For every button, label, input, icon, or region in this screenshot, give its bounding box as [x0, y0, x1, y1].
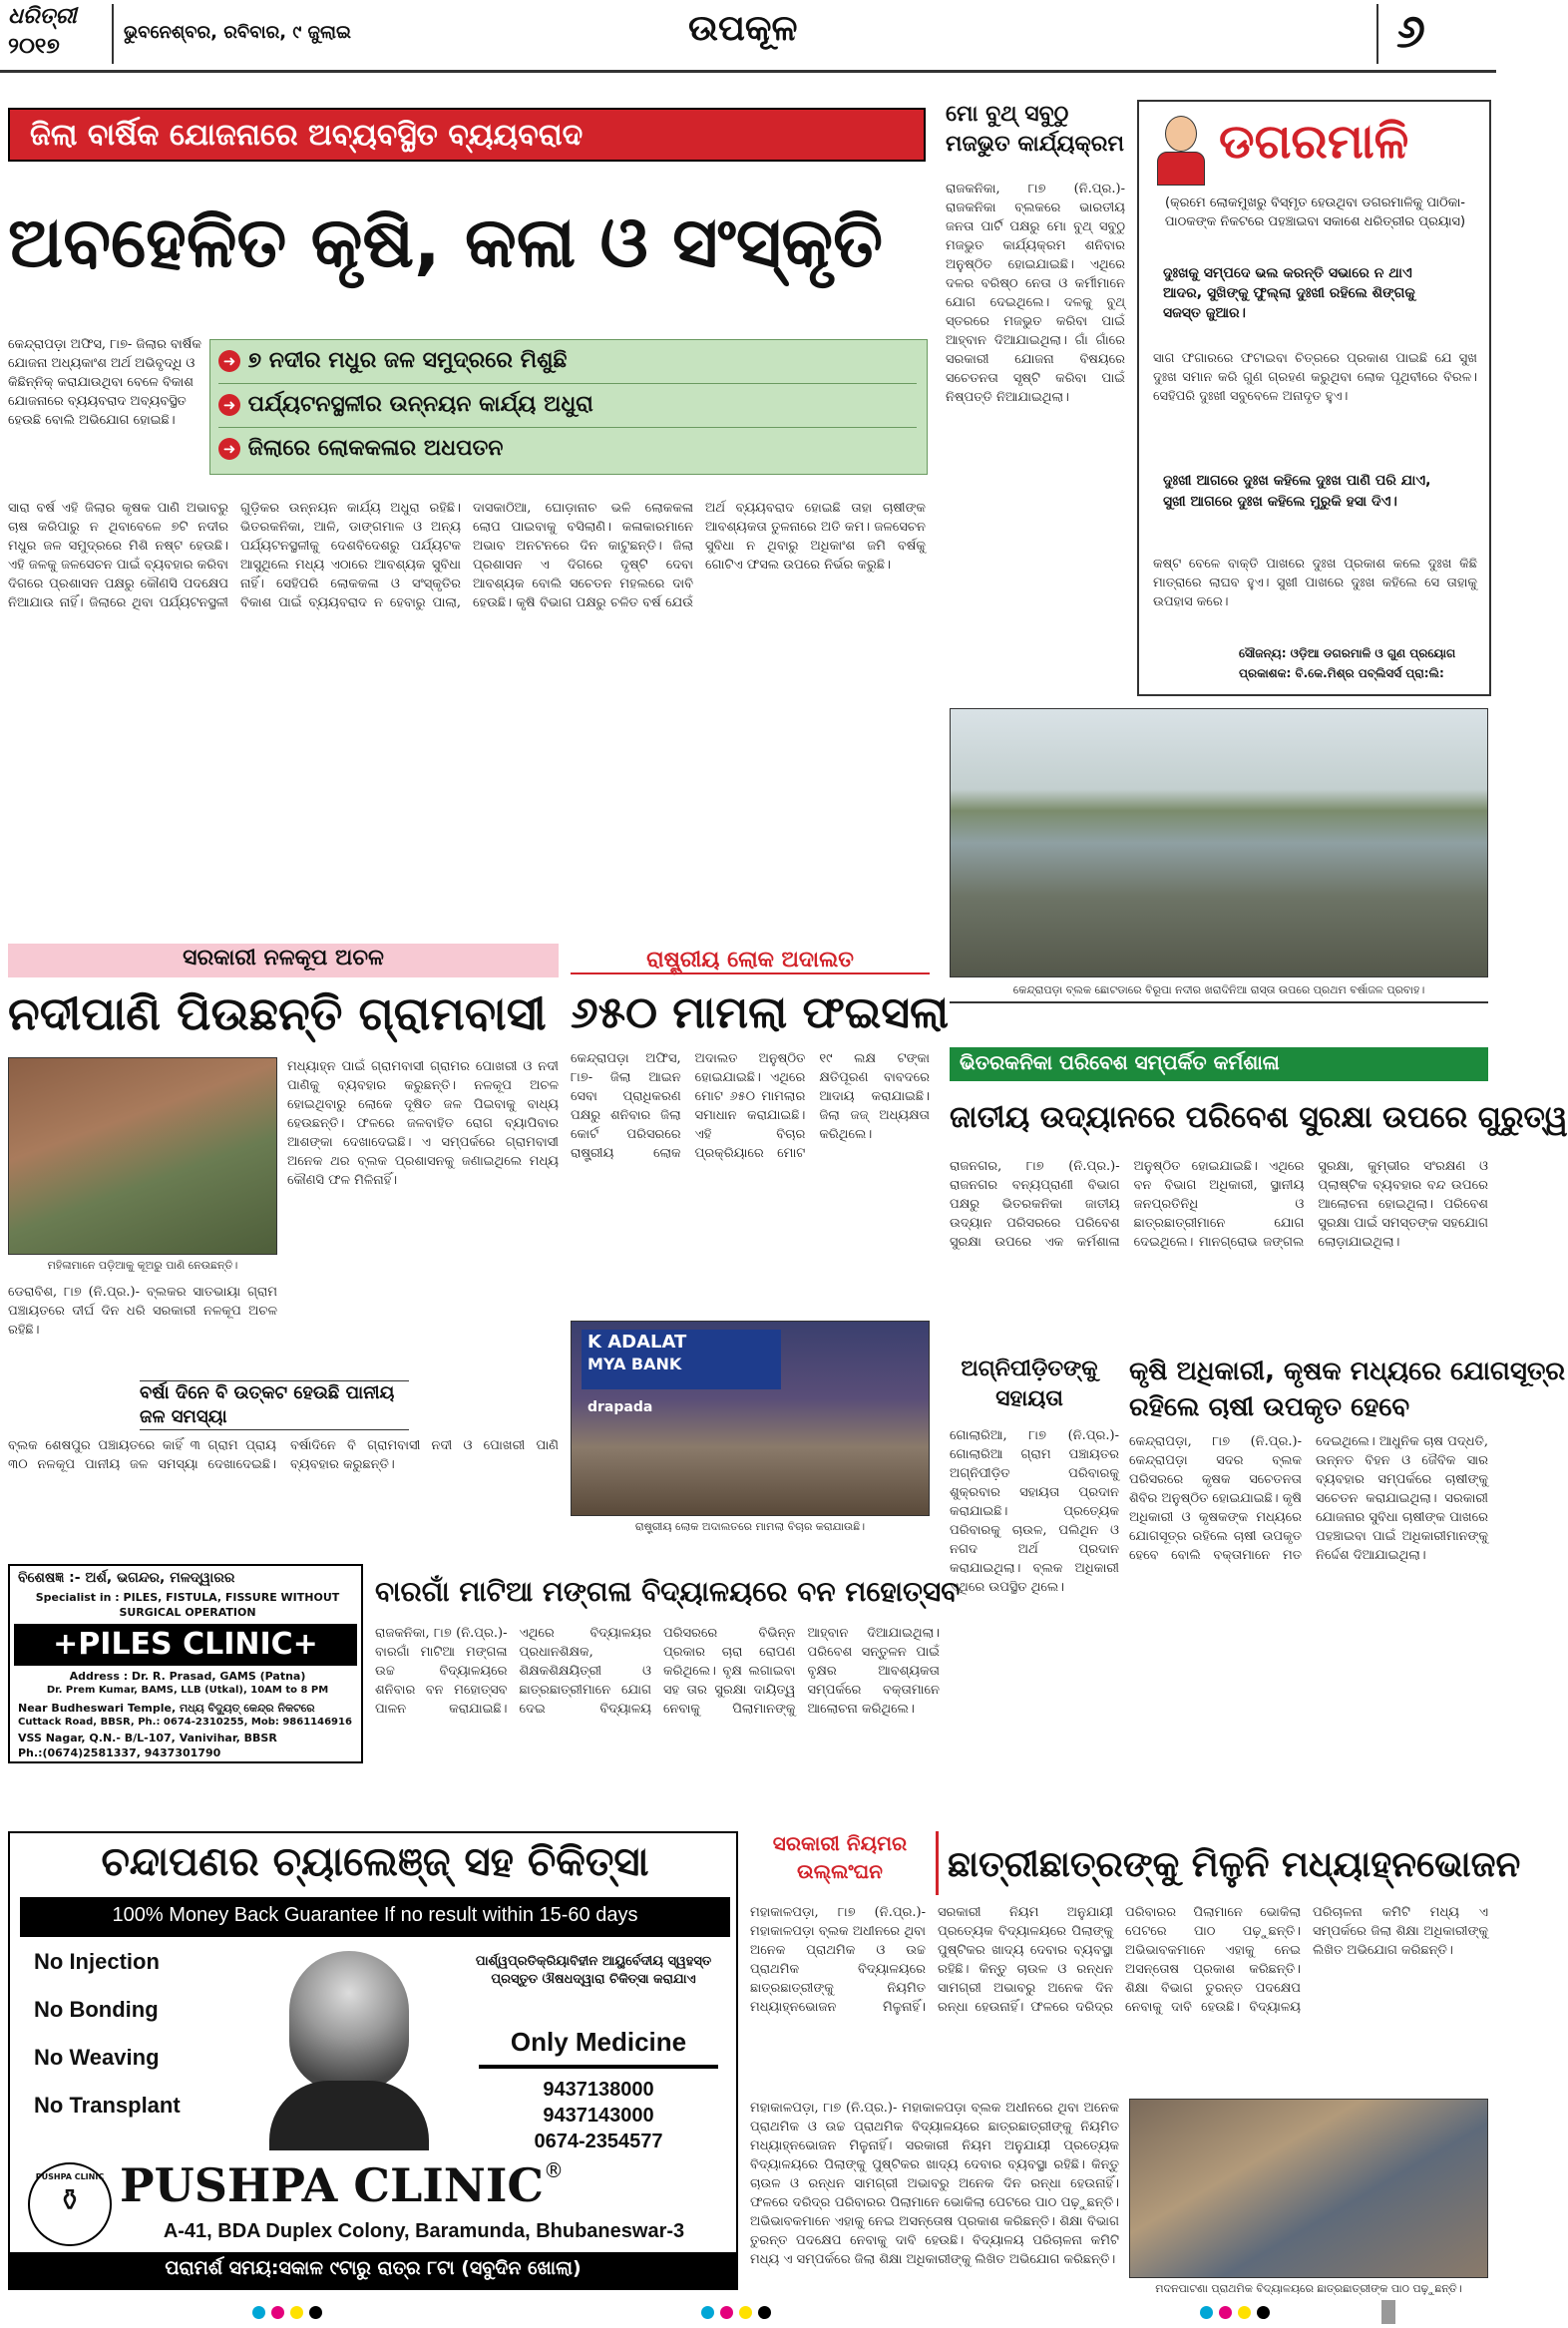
tube-subhead: ବର୍ଷା ଦିନେ ବି ଉତ୍କଟ ହେଉଛି ପାନୀୟ ଜଳ ସମସ୍ୟା [140, 1380, 409, 1430]
pushpa-address: A-41, BDA Duplex Colony, Baramunda, Bhubaneswar-3 [163, 2220, 685, 2242]
registered-mark: ® [543, 2158, 564, 2182]
piles-address-5: VSS Nagar, Q.N.- B/L-107, Vanivihar, BBSR [18, 1732, 277, 1745]
booth-body: ରାଜକନିକା, ୮ା୭ (ନି.ପ୍ର.)- ରାଜକନିକା ବ୍ଲକରେ ଭାରତୀୟ ଜନତା ପାର୍ଟି ପକ୍ଷରୁ ମୋ ବୁଥ୍ ସବୁଠୁ ମଜଭୁତ କାର୍ଯ୍ୟକ୍ରମ ଶନିବାର ଅନୁଷ୍ଠିତ ହୋଇଯାଇଛି। ଏଥିରେ ଦଳର ବରିଷ୍ଠ ନେତା ଓ କର୍ମୀମାନେ ଯୋଗ ଦେଇଥିଲେ। ଦଳକୁ ବୁଥ୍ ସ୍ତରରେ ମଜଭୁତ କରିବା ପାଇଁ ଆହ୍ବାନ ଦିଆଯାଇଥିଲା। ଗାଁ ଗାଁରେ ସରକାରୀ ଯୋଜନା ବିଷୟରେ ସଚେତନତା ସୃଷ୍ଟି କରିବା ପାଇଁ ନିଷ୍ପତ୍ତି ନିଆଯାଇଥିଲା। [946, 182, 1125, 405]
bitarkanika-body: ରାଜନଗର, ୮ା୭ (ନି.ପ୍ର.)- ରାଜନଗର ବନ୍ୟପ୍ରାଣୀ ବିଭାଗ ପକ୍ଷରୁ ଭିତରକନିକା ଜାତୀୟ ଉଦ୍ୟାନ ପରିସରରେ ପରିବେଶ ସୁରକ୍ଷା ଉପରେ ଏକ କର୍ମଶାଳା ଅନୁଷ୍ଠିତ ହୋଇଯାଇଛି। ଏଥିରେ ବନ ବିଭାଗ ଅଧିକାରୀ, ସ୍ଥାନୀୟ ଜନପ୍ରତିନିଧି ଓ ଛାତ୍ରଛାତ୍ରୀମାନେ ଯୋଗ ଦେଇଥିଲେ। ମାନଗ୍ରୋଭ ଜଙ୍ଗଲ ସୁରକ୍ଷା, କୁମ୍ଭୀର ସଂରକ୍ଷଣ ଓ ପ୍ଲାଷ୍ଟିକ ବ୍ୟବହାର ବନ୍ଦ ଉପରେ ଆଲୋଚନା ହୋଇଥିଲା। ପରିବେଶ ସୁରକ୍ଷା ପାଇଁ ସମସ୍ତଙ୍କ ସହଯୋଗ ଲୋଡ଼ାଯାଇଥିଲା। [950, 1159, 1488, 1250]
lead-bullet-1 [218, 348, 917, 384]
registration-marks-center [698, 2304, 818, 2324]
page-number: ୬ [1396, 4, 1425, 58]
fire-headline: ଅଗ୍ନିପୀଡ଼ିତଙ୍କୁ ସହାୟତା [961, 1357, 1098, 1411]
lokadalat-kicker: ରାଷ୍ଟ୍ରୀୟ ଲୋକ ଅଦାଲତ [571, 948, 930, 974]
pushpa-name-text: PUSHPA CLINIC [120, 2158, 544, 2212]
dagamali-verse-2: ଦୁଃଖୀ ଆଗରେ ଦୁଃଖ କହିଲେ ଦୁଃଖ ପାଣି ପରି ଯାଏ, ସୁଖୀ ଆଗରେ ଦୁଃଖ କହିଲେ ମୁରୁକି ହସା ଦିଏ। [1163, 473, 1431, 510]
arrow-icon: ➜ [218, 350, 240, 372]
tube-kicker-band [8, 944, 559, 977]
section-name: ଉପକୂଳ [688, 8, 798, 49]
piles-address-1: Address : Dr. R. Prasad, GAMS (Patna) [69, 1670, 306, 1683]
midday-body-lower: ମହାକାଳପଡ଼ା, ୮ା୭ (ନି.ପ୍ର.)- ମହାକାଳପଡ଼ା ବ୍ଲକ ଅଧୀନରେ ଥିବା ଅନେକ ପ୍ରାଥମିକ ଓ ଉଚ୍ଚ ପ୍ରାଥମିକ ବିଦ୍ୟାଳୟରେ ଛାତ୍ରଛାତ୍ରୀଙ୍କୁ ନିୟମିତ ମଧ୍ୟାହ୍ନଭୋଜନ ମିଳୁନାହିଁ। ସରକାରୀ ନିୟମ ଅନୁଯାୟୀ ପ୍ରତ୍ୟେକ ବିଦ୍ୟାଳୟରେ ପିଲାଙ୍କୁ ପୁଷ୍ଟିକର ଖାଦ୍ୟ ଦେବାର ବ୍ୟବସ୍ଥା ରହିଛି। କିନ୍ତୁ ଚାଉଳ ଓ ରନ୍ଧନ ସାମଗ୍ରୀ ଅଭାବରୁ ଅନେକ ଦିନ ରନ୍ଧା ହେଉନାହିଁ। ଫଳରେ ଦରିଦ୍ର ପରିବାରର ପିଲାମାନେ ଭୋକିଲା ପେଟରେ ପାଠ ପଢ଼ୁଛନ୍ତି। ଅଭିଭାବକମାନେ ଏହାକୁ ନେଇ ଅସନ୍ତୋଷ ପ୍ରକାଶ କରିଛନ୍ତି। ଶିକ୍ଷା ବିଭାଗ ତୁରନ୍ତ ପଦକ୍ଷେପ ନେବାକୁ ଦାବି ହେଉଛି। ବିଦ୍ୟାଳୟ ପରିଚାଳନା କମିଟି ମଧ୍ୟ ଏ ସମ୍ପର୍କରେ ଜିଲା ଶିକ୍ଷା ଅଧିକାରୀଙ୍କୁ ଲିଖିତ ଅଭିଯୋଗ କରିଛନ୍ତି। [750, 2101, 1119, 2267]
tube-caption: ମହିଳାମାନେ ପଡ଼ିଆକୁ କୂଅରୁ ପାଣି ନେଉଛନ୍ତି। [47, 1259, 238, 1272]
pushpa-timing-band [10, 2252, 736, 2288]
lead-bullet-text: ପର୍ଯ୍ୟଟନସ୍ଥଳୀର ଉନ୍ନୟନ କାର୍ଯ୍ୟ ଅଧୁରା [247, 392, 593, 417]
piles-address-3: Near Budheswari Temple, ମଧ୍ୟ ବିଦ୍ୟୁତ୍ କେନ୍ଦ୍ର ନିକଟରେ [18, 1702, 315, 1715]
lokadalat-headline: ୬୫୦ ମାମଲା ଫଇସଲା [571, 987, 950, 1038]
pushpa-items [34, 1949, 233, 2140]
registration-marks-left [249, 2304, 369, 2324]
piles-name: +PILES CLINIC+ [14, 1624, 357, 1666]
lead-kicker-band [8, 108, 926, 162]
lead-bullet-text: ୭ ନଦୀର ମଧୁର ଜଳ ସମୁଦ୍ରରେ ମିଶୁଛି [247, 348, 568, 373]
pushpa-ad [8, 1831, 738, 2290]
bana-headline: ବାରଗାଁ ମାଟିଆ ମଙ୍ଗଳା ବିଦ୍ୟାଳୟରେ ବନ ମହୋତ୍ସବ [375, 1575, 961, 1608]
pushpa-timing: ପରାମର୍ଶ ସମୟ:ସକାଳ ୯ଟାରୁ ରାତ୍ର ୮ଟା (ସବୁଦିନ ଖୋଲା) [165, 2257, 582, 2279]
dagamali-verse-1: ଦୁଃଖକୁ ସମ୍ପଦେ ଭଲ କରନ୍ତି ସଭାରେ ନ ଥାଏ ଆଦର, ସୁଖିଙ୍କୁ ଫୁଲ୍ଲା ଦୁଃଖୀ ରହିଲେ ଶିଙ୍ଗକୁ ସଜସ୍ତ ଜୁଆର। [1163, 265, 1415, 321]
pushpa-item-1: No Injection [34, 1949, 160, 1974]
bitarkanika-kicker: ଭିତରକନିକା ପରିବେଶ ସମ୍ପର୍କିତ କର୍ମଶାଳା [960, 1050, 1280, 1074]
piles-ad [8, 1564, 363, 1763]
piles-specialist: Specialist in : PILES, FISTULA, FISSURE WITHOUT SURGICAL OPERATION [35, 1591, 340, 1619]
arrow-icon: ➜ [218, 438, 240, 460]
banner-text-1: K ADALAT [588, 1332, 687, 1353]
piles-address-6: Ph.:(0674)2581337, 9437301790 [18, 1746, 221, 1759]
midday-caption: ମଦନପାଟଣା ପ୍ରାଥମିକ ବିଦ୍ୟାଳୟରେ ଛାତ୍ରଛାତ୍ରୀଙ୍କ ପାଠ ପଢ଼ୁଛନ୍ତି। [1155, 2282, 1462, 2295]
lead-bullet-2 [218, 392, 917, 428]
agri-body: କେନ୍ଦ୍ରାପଡ଼ା, ୮ା୭ (ନି.ପ୍ର.)- କେନ୍ଦ୍ରାପଡ଼ା ସଦର ବ୍ଲକ ପରିସରରେ କୃଷକ ସଚେତନତା ଶିବିର ଅନୁଷ୍ଠିତ ହୋଇଯାଇଛି। କୃଷି ଅଧିକାରୀ ଓ କୃଷକଙ୍କ ମଧ୍ୟରେ ଯୋଗସୂତ୍ର ରହିଲେ ଚାଷୀ ଉପକୃତ ହେବେ ବୋଲି ବକ୍ତାମାନେ ମତ ଦେଇଥିଲେ। ଆଧୁନିକ ଚାଷ ପଦ୍ଧତି, ଉନ୍ନତ ବିହନ ଓ ଜୈବିକ ସାର ବ୍ୟବହାର ସମ୍ପର୍କରେ ଚାଷୀଙ୍କୁ ସଚେତନ କରାଯାଇଥିଲା। ସରକାରୀ ଯୋଜନାର ସୁବିଧା ଚାଷୀଙ୍କ ପାଖରେ ପହଞ୍ଚାଇବା ପାଇଁ ଅଧିକାରୀମାନଙ୍କୁ ନିର୍ଦ୍ଦେଶ ଦିଆଯାଇଥିଲା। [1129, 1434, 1488, 1563]
piles-top: ବିଶେଷଜ୍ଞ :- ଅର୍ଶ, ଭଗନ୍ଦର, ମଳଦ୍ୱାରର [18, 1570, 235, 1586]
pushpa-note: ପାର୍ଶ୍ୱପ୍ରତିକ୍ରିୟାବିହୀନ ଆୟୁର୍ବେଦୀୟ ସ୍ୱହସ୍ତ ପ୍ରସ୍ତୁତ ଔଷଧଦ୍ୱାରା ଚିକିତ୍ସା କରାଯାଏ [475, 1954, 712, 1987]
bitarkanika-headline: ଜାତୀୟ ଉଦ୍ୟାନରେ ପରିବେଶ ସୁରକ୍ଷା ଉପରେ ଗୁରୁତ୍ୱ [950, 1100, 1568, 1135]
tube-kicker: ସରକାରୀ ନଳକୂପ ଅଚଳ [183, 946, 384, 970]
midday-body: ମହାକାଳପଡ଼ା, ୮ା୭ (ନି.ପ୍ର.)- ମହାକାଳପଡ଼ା ବ୍ଲକ ଅଧୀନରେ ଥିବା ଅନେକ ପ୍ରାଥମିକ ଓ ଉଚ୍ଚ ପ୍ରାଥମିକ ବିଦ୍ୟାଳୟରେ ଛାତ୍ରଛାତ୍ରୀଙ୍କୁ ନିୟମିତ ମଧ୍ୟାହ୍ନଭୋଜନ ମିଳୁନାହିଁ। ସରକାରୀ ନିୟମ ଅନୁଯାୟୀ ପ୍ରତ୍ୟେକ ବିଦ୍ୟାଳୟରେ ପିଲାଙ୍କୁ ପୁଷ୍ଟିକର ଖାଦ୍ୟ ଦେବାର ବ୍ୟବସ୍ଥା ରହିଛି। କିନ୍ତୁ ଚାଉଳ ଓ ରନ୍ଧନ ସାମଗ୍ରୀ ଅଭାବରୁ ଅନେକ ଦିନ ରନ୍ଧା ହେଉନାହିଁ। ଫଳରେ ଦରିଦ୍ର ପରିବାରର ପିଲାମାନେ ଭୋକିଲା ପେଟରେ ପାଠ ପଢ଼ୁଛନ୍ତି। ଅଭିଭାବକମାନେ ଏହାକୁ ନେଇ ଅସନ୍ତୋଷ ପ୍ରକାଶ କରିଛନ୍ତି। ଶିକ୍ଷା ବିଭାଗ ତୁରନ୍ତ ପଦକ୍ଷେପ ନେବାକୁ ଦାବି ହେଉଛି। ବିଦ୍ୟାଳୟ ପରିଚାଳନା କମିଟି ମଧ୍ୟ ଏ ସମ୍ପର୍କରେ ଜିଲା ଶିକ୍ଷା ଅଧିକାରୀଙ୍କୁ ଲିଖିତ ଅଭିଯୋଗ କରିଛନ୍ତି। [750, 1905, 1488, 2015]
dagamali-box [1137, 100, 1491, 696]
arrow-icon: ➜ [218, 394, 240, 416]
pushpa-guarantee-band [20, 1897, 730, 1937]
masthead-rule [0, 70, 1496, 73]
bridge-caption: କେନ୍ଦ୍ରାପଡ଼ା ବ୍ଲକ ଛୋଟଡାରେ ବିରୂପା ନଦୀର ଖରାଦିନିଆ ରାସ୍ତା ଉପରେ ପ୍ରଥମ ବର୍ଷାଜଳ ପ୍ରବାହ। [1012, 983, 1425, 996]
pushpa-item-2: No Bonding [34, 1997, 159, 2022]
pushpa-headline: ଚନ୍ଦାପଣର ଚ୍ୟାଲେଞ୍ଜ୍ ସହ ଚିକିତ୍ସା [101, 1839, 649, 1885]
pushpa-only: Only Medicine [510, 2027, 687, 2057]
pushpa-item-3: No Weaving [34, 2045, 160, 2070]
bana-body: ରାଜକନିକା, ୮ା୭ (ନି.ପ୍ର.)- ବାରଗାଁ ମାଟିଆ ମଙ୍ଗଳା ଉଚ୍ଚ ବିଦ୍ୟାଳୟରେ ଶନିବାର ବନ ମହୋତ୍ସବ ପାଳନ କରାଯାଇଛି। ଏଥିରେ ବିଦ୍ୟାଳୟର ପ୍ରଧାନଶିକ୍ଷକ, ଶିକ୍ଷକଶିକ୍ଷୟିତ୍ରୀ ଓ ଛାତ୍ରଛାତ୍ରୀମାନେ ଯୋଗ ଦେଇ ବିଦ୍ୟାଳୟ ପରିସରରେ ବିଭିନ୍ନ ପ୍ରକାର ଚାରା ରୋପଣ କରିଥିଲେ। ବୃକ୍ଷ ଲଗାଇବା ସହ ତାର ସୁରକ୍ଷା ଦାୟିତ୍ୱ ନେବାକୁ ପିଲାମାନଙ୍କୁ ଆହ୍ବାନ ଦିଆଯାଇଥିଲା। ପରିବେଶ ସନ୍ତୁଳନ ପାଇଁ ବୃକ୍ଷର ଆବଶ୍ୟକତା ସମ୍ପର୍କରେ ବକ୍ତାମାନେ ଆଲୋଚନା କରିଥିଲେ। [375, 1626, 940, 1717]
registration-marks-right [1197, 2304, 1317, 2324]
date-line: ଭୁବନେଶ୍ବର, ରବିବାର, ୯ ଜୁଲାଇ [124, 22, 351, 43]
midday-kicker: ସରକାରୀ ନିୟମର ଉଲ୍ଲଂଘନ [772, 1831, 908, 1883]
agri-headline-2: ରହିଲେ ଚାଷୀ ଉପକୃତ ହେବେ [1129, 1392, 1410, 1422]
pushpa-phones [479, 2077, 718, 2154]
pushpa-seal [28, 2162, 112, 2246]
lead-dateline: କେନ୍ଦ୍ରାପଡ଼ା ଅଫିସ, ୮ା୭- ଜିଲାର ବାର୍ଷିକ ଯୋଜନା ଅଧ୍ୟକାଂଶ ଅର୍ଥ ଅଭିବୃଦ୍ଧି ଓ କିଛିନ୍ନିକ୍ କରାଯାଉଥିବା ବେଳେ ବିକାଶ ଯୋଜନାରେ ବ୍ୟୟବରାଦ ଅବ୍ୟବସ୍ଥିତ ହେଉଛି ବୋଲି ଅଭିଯୋଗ ହୋଇଛି। [8, 337, 201, 428]
dagamali-body-2: କଷ୍ଟ ବେଳେ ବାକ୍ତି ପାଖରେ ଦୁଃଖ ପ୍ରକାଶ କଲେ ଦୁଃଖ କିଛି ମାତ୍ରାରେ ଲାଘବ ହୁଏ। ସୁଖୀ ପାଖରେ ଦୁଃଖ କହିଲେ ସେ ତାହାକୁ ଉପହାସ କରେ। [1153, 557, 1477, 609]
lead-headline: ଅବହେଳିତ କୃଷି, କଳା ଓ ସଂସ୍କୃତି [8, 201, 884, 283]
pushpa-item-4: No Transplant [34, 2093, 181, 2118]
lokadalat-banner [582, 1330, 781, 1389]
agri-headline-1: କୃଷି ଅଧିକାରୀ, କୃଷକ ମଧ୍ୟରେ ଯୋଗସୂତ୍ର [1129, 1357, 1566, 1386]
piles-address-2: Dr. Prem Kumar, BAMS, LLB (Utkal), 10AM to 8 PM [46, 1685, 329, 1696]
lead-bullets-box [209, 339, 928, 475]
pushpa-name [120, 2158, 728, 2214]
mortar-pestle-icon: ⚱ [57, 2183, 83, 2218]
masthead-divider [112, 4, 114, 64]
banner-text-3: drapada [588, 1399, 653, 1415]
midday-headline: ଛାତ୍ରୀଛାତ୍ରଙ୍କୁ ମିଳୁନି ମଧ୍ୟାହ୍ନଭୋଜନ [948, 1844, 1521, 1885]
dagamali-title: ଡଗରମାଳି [1219, 114, 1409, 170]
paper-year: ୨୦୧୭ [8, 34, 60, 59]
lokadalat-caption: ରାଷ୍ଟ୍ରୀୟ ଲୋକ ଅଦାଲତରେ ମାମଲା ବିଚାର କରାଯାଉଛି। [634, 1520, 866, 1533]
tube-photo [8, 1057, 277, 1255]
dagamali-credit-2: ପ୍ରକାଶକ: ବି.କେ.ମିଶ୍ର ପବ୍ଲିସର୍ସ ପ୍ରା:ଲି: [1239, 666, 1444, 680]
bridge-photo [950, 708, 1488, 977]
lead-bullet-text: ଜିଲାରେ ଲୋକକଳାର ଅଧପତନ [247, 436, 504, 461]
dagamali-credit-1: ସୌଜନ୍ୟ: ଓଡ଼ିଆ ଡଗରମାଳି ଓ ଗୁଣ ପ୍ରୟୋଗ [1239, 646, 1456, 660]
pushpa-phone-3: 0674-2354577 [534, 2131, 663, 2152]
booth-headline-1: ମୋ ବୁଥ୍ ସବୁଠୁ ମଜଭୁତ କାର୍ଯ୍ୟକ୍ରମ [946, 102, 1124, 157]
banner-text-2: MYA BANK [588, 1355, 682, 1373]
pushpa-phones-band [479, 2065, 718, 2069]
pushpa-phone-2: 9437143000 [543, 2105, 654, 2127]
tube-dateline: ଡେରାବିଶ, ୮ା୭ (ନି.ପ୍ର.)- ବ୍ଲକର ସାତଭାୟା ଗ୍ରାମ ପଞ୍ଚାୟତରେ ଦୀର୍ଘ ଦିନ ଧରି ସରକାରୀ ନଳକୂପ ଅଚଳ ରହିଛି। [8, 1285, 277, 1338]
pushpa-seal-text: PUSHPA CLINIC [35, 2172, 105, 2181]
lead-kicker: ଜିଲା ବାର୍ଷିକ ଯୋଜନାରେ ଅବ୍ୟବସ୍ଥିତ ବ୍ୟୟବରାଦ [30, 118, 584, 153]
tube-body-2: ବ୍ଲକ ଶେଷପୁର ପଞ୍ଚାୟତରେ କାହିଁ ୩ ଗ୍ରାମ ପ୍ରାୟ ୩୦ ନଳକୂପ ପାନୀୟ ଜଳ ସମସ୍ୟା ଦେଖାଦେଇଛି। ବର୍ଷାଦିନେ ବି ଗ୍ରାମବାସୀ ନଦୀ ଓ ପୋଖରୀ ପାଣି ବ୍ୟବହାର କରୁଛନ୍ତି। [8, 1438, 559, 1472]
dagamali-body-1: ସାଗ ଫଗାରରେ ଫଟାଇବା ଚିତ୍ରରେ ପ୍ରକାଶ ପାଇଛି ଯେ ସୁଖ ଦୁଃଖ ସମାନ କରି ଗୁଣ ଗ୍ରହଣ କରୁଥିବା ଲୋକ ପୃଥିବୀରେ ବିରଳ। ସେହିପରି ଦୁଃଖୀ ସବୁବେଳେ ଅନାଦୃତ ହୁଏ। [1153, 351, 1477, 404]
tube-headline: ନଦୀପାଣି ପିଉଛନ୍ତି ଗ୍ରାମବାସୀ [8, 986, 547, 1040]
pushpa-guarantee: 100% Money Back Guarantee If no result within 15-60 days [112, 1904, 638, 1926]
fire-body: ଗୋଲାରିଆ, ୮ା୭ (ନି.ପ୍ର.)- ଗୋଲାରିଆ ଗ୍ରାମ ପଞ୍ଚାୟତର ଅଗ୍ନିପୀଡ଼ିତ ପରିବାରକୁ ଶୁକ୍ରବାର ସହାୟତା ପ୍ରଦାନ କରାଯାଇଛି। ପ୍ରତ୍ୟେକ ପରିବାରକୁ ଚାଉଳ, ପଲିଥିନ ଓ ନଗଦ ଅର୍ଥ ପ୍ରଦାନ କରାଯାଇଥିଲା। ବ୍ଲକ ଅଧିକାରୀ ଏଥିରେ ଉପସ୍ଥିତ ଥିଲେ। [950, 1428, 1119, 1595]
masthead [0, 0, 1496, 76]
lead-body: ସାରା ବର୍ଷ ଏହି ଜିଲାର କୃଷକ ପାଣି ଅଭାବରୁ ଚାଷ କରିପାରୁ ନ ଥିବାବେଳେ ୭ଟି ନଦୀର ମଧୁର ଜଳ ସମୁଦ୍ରରେ ମିଶି ନଷ୍ଟ ହେଉଛି। ଏହି ଜଳକୁ ଜଳସେଚନ ପାଇଁ ବ୍ୟବହାର କରିବା ଦିଗରେ ପ୍ରଶାସନ ପକ୍ଷରୁ କୌଣସି ପଦକ୍ଷେପ ନିଆଯାଉ ନାହିଁ। ଜିଲାରେ ଥିବା ପର୍ଯ୍ୟଟନସ୍ଥଳୀ ଗୁଡ଼ିକର ଉନ୍ନୟନ କାର୍ଯ୍ୟ ଅଧୁରା ରହିଛି। ଭିତରକନିକା, ଆଳି, ଡାଙ୍ଗମାଳ ଓ ଅନ୍ୟ ପର୍ଯ୍ୟଟନସ୍ଥଳୀକୁ ଦେଶବିଦେଶରୁ ପର୍ଯ୍ୟଟକ ଆସୁଥିଲେ ମଧ୍ୟ ଏଠାରେ ଆବଶ୍ୟକ ସୁବିଧା ନାହିଁ। ସେହିପରି ଲୋକକଳା ଓ ସଂସ୍କୃତିର ବିକାଶ ପାଇଁ ବ୍ୟୟବରାଦ ନ ହେବାରୁ ପାଲା, ଦାସକାଠିଆ, ଘୋଡ଼ାନାଚ ଭଳି ଲୋକକଳା ଲୋପ ପାଇବାକୁ ବସିଲାଣି। କଳାକାରମାନେ ଅଭାବ ଅନଟନରେ ଦିନ କାଟୁଛନ୍ତି। ଜିଲା ପ୍ରଶାସନ ଏ ଦିଗରେ ଦୃଷ୍ଟି ଦେବା ଆବଶ୍ୟକ ବୋଲି ସଚେତନ ମହଲରେ ଦାବି ହେଉଛି। କୃଷି ବିଭାଗ ପକ୍ଷରୁ ଚଳିତ ବର୍ଷ ଯେଉଁ ଅର୍ଥ ବ୍ୟୟବରାଦ ହୋଇଛି ତାହା ଚାଷୀଙ୍କ ଆବଶ୍ୟକତା ତୁଳନାରେ ଅତି କମ। ଜଳସେଚନ ସୁବିଧା ନ ଥିବାରୁ ଅଧିକାଂଶ ଜମି ବର୍ଷକୁ ଗୋଟିଏ ଫସଲ ଉପରେ ନିର୍ଭର କରୁଛି। [8, 501, 926, 610]
midday-divider [936, 1831, 939, 1895]
paper-name: ଧରିତ୍ରୀ [8, 4, 77, 29]
tube-body: ମଧ୍ୟାହ୍ନ ପାଇଁ ଗ୍ରାମବାସୀ ଗ୍ରାମର ପୋଖରୀ ଓ ନଦୀ ପାଣିକୁ ବ୍ୟବହାର କରୁଛନ୍ତି। ନଳକୂପ ଅଚଳ ହୋଇଥିବାରୁ ଲୋକେ ଦୂଷିତ ଜଳ ପିଇବାକୁ ବାଧ୍ୟ ହେଉଛନ୍ତି। ଫଳରେ ଜଳବାହିତ ରୋଗ ବ୍ୟାପିବାର ଆଶଙ୍କା ଦେଖାଦେଇଛି। ଏ ସମ୍ପର୍କରେ ଗ୍ରାମବାସୀ ଅନେକ ଥର ବ୍ଲକ ପ୍ରଶାସନକୁ ଜଣାଇଥିଲେ ମଧ୍ୟ କୌଣସି ଫଳ ମିଳିନାହିଁ। [287, 1059, 559, 1188]
registration-bar [1381, 2300, 1401, 2326]
bridge-rule [950, 1001, 1488, 1003]
lead-bullet-3 [218, 436, 917, 472]
piles-address-4: Cuttack Road, BBSR, Ph.: 0674-2310255, Mob: 9861146916 [18, 1717, 352, 1728]
masthead-divider-right [1376, 4, 1378, 64]
bitarkanika-kicker-band [950, 1047, 1488, 1081]
cartoon-figure-icon [1151, 116, 1211, 186]
midday-photo [1129, 2099, 1488, 2278]
lokadalat-photo [571, 1321, 930, 1516]
lokadalat-body: କେନ୍ଦ୍ରାପଡ଼ା ଅଫିସ, ୮ା୭- ଜିଲା ଆଇନ ସେବା ପ୍ରାଧିକରଣ ପକ୍ଷରୁ ଶନିବାର ଜିଲା କୋର୍ଟ ପରିସରରେ ରାଷ୍ଟ୍ରୀୟ ଲୋକ ଅଦାଲତ ଅନୁଷ୍ଠିତ ହୋଇଯାଇଛି। ଏଥିରେ ମୋଟ ୬୫୦ ମାମଲାର ସମାଧାନ କରାଯାଇଛି। ଏହି ବିଚାର ପ୍ରକ୍ରିୟାରେ ମୋଟ ୧୯ ଲକ୍ଷ ଟଙ୍କା କ୍ଷତିପୂରଣ ବାବଦରେ ଆଦାୟ କରାଯାଇଛି। ଜିଲା ଜଜ୍ ଅଧ୍ୟକ୍ଷତା କରିଥିଲେ। [571, 1051, 930, 1161]
bald-head-figure [259, 1951, 439, 2150]
pushpa-phone-1: 9437138000 [543, 2079, 654, 2101]
dagamali-subtitle: (କ୍ରମେ ଲୋକମୁଖରୁ ବିସ୍ମୃତ ହେଉଥିବା ଡଗରମାଳିକୁ ପାଠିକା-ପାଠକଙ୍କ ନିକଟରେ ପହଞ୍ଚାଇବା ସକାଶେ ଧରିତ୍ରୀର ପ୍ରୟାସ) [1164, 195, 1466, 229]
